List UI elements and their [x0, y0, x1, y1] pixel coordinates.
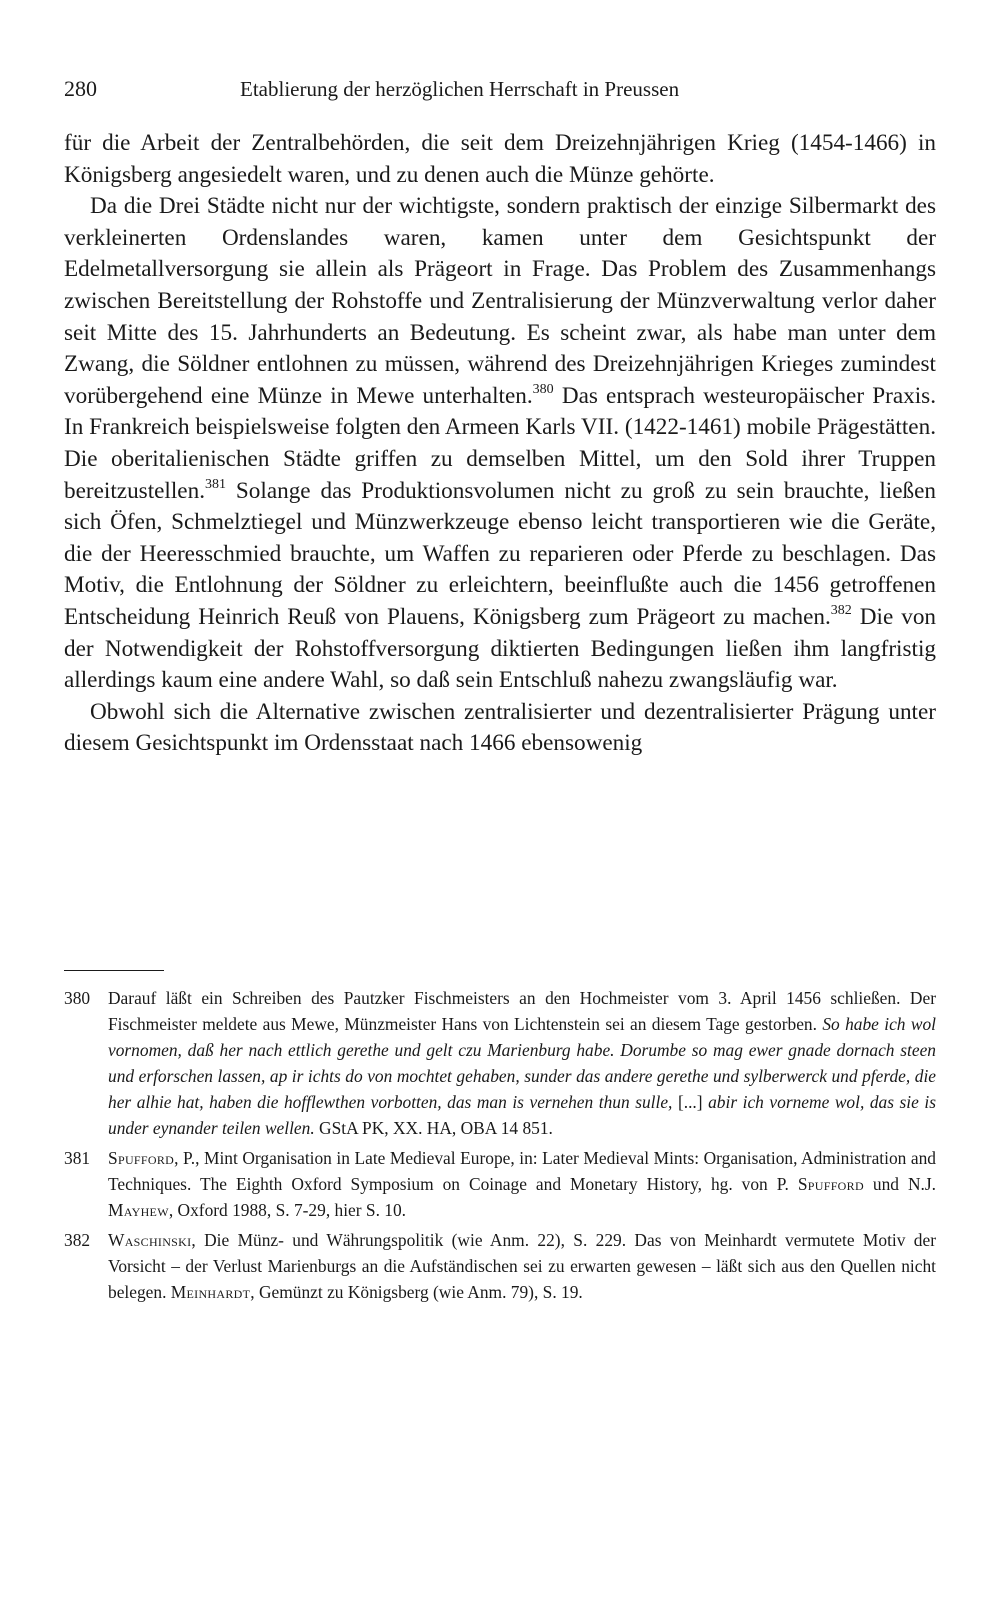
footnote-380	[64, 985, 936, 1141]
footnote-number: 381	[64, 1148, 91, 1168]
footnotes	[64, 985, 936, 1309]
paragraph-2-part-a: Da die Drei Städte nicht nur der wichtigste, sondern praktisch der einzige Silbermarkt des verkleinerten Ordenslandes waren, kamen unter dem Gesichtspunkt der Edelmetallversorgung sie allein als Prägeort in Frage. Das Problem des Zusammenhangs zwischen Bereitstellung der Rohstoffe und Zentralisierung der Münzverwaltung verlor daher seit Mitte des 15. Jahrhunderts an Bedeutung. Es scheint zwar, als habe man unter dem Zwang, die Söldner entlohnen zu müssen, während des Dreizehnjährigen Krieges zumindest vorübergehend eine Münze in Mewe unterhalten.	[64, 193, 936, 409]
footnote-text: , Oxford 1988, S. 7-29, hier S. 10.	[168, 1200, 407, 1220]
footnote-number: 380	[64, 988, 91, 1008]
page-number: 280	[64, 76, 97, 101]
footnote-text: und N.J.	[863, 1174, 936, 1194]
footnote-ref-381[interactable]: 381	[205, 476, 226, 492]
footnote-ellipsis: [...]	[672, 1092, 709, 1112]
footnote-editor: Mayhew	[108, 1200, 169, 1220]
footnote-quote: So habe ich wol vornomen, daß her nach ettlich gerethe und gelt czu Marienburg habe. Dorumbe so mag ewer gnade dornach steen und erforschen lassen, ap ir ichts do von mochtet gehaben, sunder das andere gerethe und sylberwerck und pferde, die her alhie hat, haben die hofflewthen vorbotten, das man is vernehen thun sulle,	[108, 1014, 936, 1112]
footnote-ref-380[interactable]: 380	[532, 382, 554, 398]
footnote-author: Meinhardt	[170, 1282, 251, 1302]
footnote-text: Darauf läßt ein Schreiben des Pautzker Fischmeisters an den Hochmeister vom 3. April 1456 schließen. Der Fischmeister meldete aus Mewe, Münzmeister Hans von Lichtenstein sei an diesem Tage gestorben.	[108, 988, 936, 1034]
paragraph-3: Obwohl sich die Alternative zwischen zentralisierter und dezentralisierter Prägung unter diesem Gesichtspunkt im Ordensstaat nach 1466 ebensowenig	[64, 698, 936, 757]
footnote-separator	[64, 970, 164, 971]
paragraph-2	[64, 191, 936, 697]
running-head	[64, 74, 934, 104]
paragraph-2-part-c: Solange das Produktionsvolumen nicht zu groß zu sein brauchte, ließen sich Öfen, Schmelztiegel und Münzwerkzeuge ebenso leicht transportieren wie die Geräte, die der Heeresschmied brauchte, um Waffen zu reparieren oder Pferde zu beschlagen. Das Motiv, die Entlohnung der Söldner zu erleichtern, beeinflußte auch die 1456 getroffenen Entscheidung Heinrich Reuß von Plauens, Königsberg zum Prägeort zu machen.	[64, 477, 936, 630]
paragraph-2-part-b: Das entsprach westeuropäischer Praxis. In Frankreich beispielsweise folgten den Armeen Karls VII. (1422-1461) mobile Prägestätten. Die oberitalienischen Städte griffen zu demselben Mittel, um den Sold ihrer Truppen bereitzustellen.	[64, 382, 936, 504]
paragraph-2-part-d: Die von der Notwendigkeit der Rohstoffversorgung diktierten Bedingungen ließen ihm langfristig allerdings kaum eine andere Wahl, so daß sein Entschluß nahezu zwangsläufig war.	[64, 603, 937, 694]
main-text	[64, 128, 936, 760]
footnote-number: 382	[64, 1230, 91, 1250]
footnote-text: , Die Münz- und Währungspolitik (wie Anm. 22), S. 229. Das von Meinhardt vermutete Motiv der Vorsicht – der Verlust Marienburgs an die Aufständischen sei zu erwarten gewesen – läßt sich aus den Quellen nicht belegen.	[108, 1230, 936, 1302]
footnote-ref-382[interactable]: 382	[830, 603, 852, 619]
footnote-author: Waschinski	[108, 1230, 192, 1250]
footnote-text: , P., Mint Organisation in Late Medieval Europe, in: Later Medieval Mints: Organisation, Administration and Techniques. The Eighth Oxford Symposium on Coinage and Monetary History, hg. von P.	[108, 1148, 936, 1194]
paragraph-1: für die Arbeit der Zentralbehörden, die seit dem Dreizehnjährigen Krieg (1454-1466) in Königsberg angesiedelt waren, und zu denen auch die Münze gehörte.	[64, 130, 936, 188]
running-title: Etablierung der herzöglichen Herrschaft in Preussen	[240, 77, 680, 101]
footnote-382	[64, 1227, 936, 1305]
footnote-quote: abir ich vorneme wol, das sie is under eynander teilen wellen.	[108, 1092, 936, 1138]
footnote-text: GStA PK, XX. HA, OBA 14 851.	[314, 1118, 553, 1138]
footnote-text: , Gemünzt zu Königsberg (wie Anm. 79), S. 19.	[250, 1282, 583, 1302]
footnote-editor: Spufford	[797, 1174, 864, 1194]
footnote-381	[64, 1145, 936, 1223]
footnote-author: Spufford	[108, 1148, 175, 1168]
